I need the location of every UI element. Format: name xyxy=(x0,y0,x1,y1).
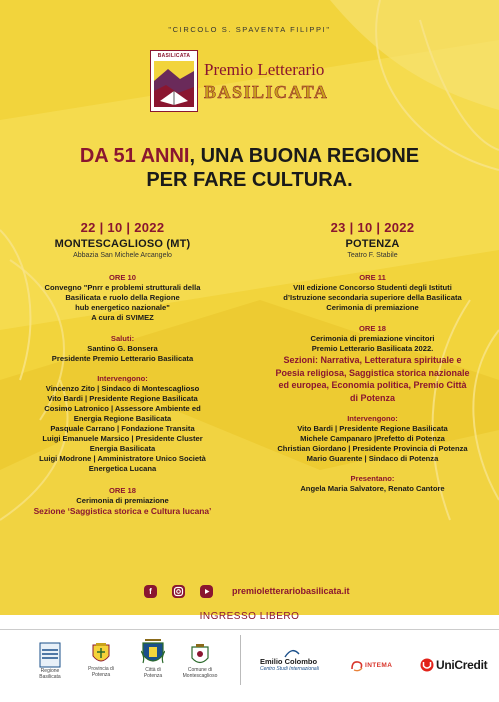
left-column xyxy=(0,220,245,518)
sezioni-line: Poesia religiosa, Saggistica storica nazionale xyxy=(275,367,470,378)
logo-emilio-colombo xyxy=(260,657,340,672)
comune-crest-icon xyxy=(191,643,209,667)
logo-emblem xyxy=(150,50,198,112)
provincia-crest-icon xyxy=(92,642,110,666)
sezioni-line: Sezioni: Narrativa, Letteratura spirituale e xyxy=(283,355,462,365)
speaker-line: Pasquale Carrano | Fondazione Transita xyxy=(50,424,195,433)
left-city: MONTESCAGLIOSO (MT) xyxy=(54,238,191,250)
logo-separator xyxy=(240,635,241,685)
left-convegno xyxy=(0,283,245,323)
intema-name: INTEMA xyxy=(365,662,393,669)
saluti-line: Presidente Premio Letterario Basilicata xyxy=(51,354,194,363)
right-column xyxy=(250,220,495,494)
headline xyxy=(0,144,499,192)
speaker-line: Christian Giordano | Presidente Provincia di Potenza xyxy=(277,444,468,453)
sezioni-line: di Potenza xyxy=(349,392,395,403)
premio-logo xyxy=(150,50,350,110)
ingresso-libero: INGRESSO LIBERO xyxy=(199,611,300,622)
sezioni-line: ed europea, Economia politica, Premio Città xyxy=(278,380,467,390)
left-place: Abbazia San Michele Arcangelo xyxy=(73,252,172,259)
right-premiazione xyxy=(250,334,495,354)
logo-title-line1: Premio Letterario xyxy=(204,60,325,79)
left-time-1: ORE 10 xyxy=(108,273,136,282)
convegno-line: Convegno "Pnrr e problemi strutturali della xyxy=(44,283,201,292)
logo-unicredit xyxy=(420,657,492,675)
speaker-line: Energia Regione Basilicata xyxy=(73,414,172,423)
speaker-line: Energetica Lucana xyxy=(88,464,157,473)
left-time-2: ORE 18 xyxy=(108,486,136,495)
headline-line2: PER FARE CULTURA. xyxy=(146,169,353,191)
right-place: Teatro F. Stabile xyxy=(347,252,398,259)
speaker-line: Mario Guarente | Sindaco di Potenza xyxy=(306,454,439,463)
footer xyxy=(0,611,499,702)
right-time-1: ORE 11 xyxy=(359,273,386,282)
premiazione-line: Cerimonia di premiazione vincitori xyxy=(310,334,435,343)
book-landscape-icon xyxy=(154,61,194,107)
convegno-line: A cura di SVIMEZ xyxy=(91,313,154,322)
speaker-line: Luigi Modrone | Amministratore Unico Società xyxy=(39,454,206,463)
emilio-colombo-mark-icon xyxy=(284,648,300,658)
logo-comune xyxy=(180,643,220,679)
emilio-colombo-subtitle: Centro Studi Internazionali xyxy=(260,666,319,672)
headline-accent: DA 51 ANNI xyxy=(79,145,190,167)
circolo-label: "CIRCOLO S. SPAVENTA FILIPPI" xyxy=(168,25,331,34)
citta-crest-icon xyxy=(141,637,165,667)
logo-caption: Regione xyxy=(40,668,60,674)
social-row xyxy=(144,585,404,599)
right-time-2: ORE 18 xyxy=(358,324,386,333)
unicredit-mark-icon xyxy=(420,658,434,672)
instagram-icon[interactable] xyxy=(172,585,185,598)
speaker-line: Vito Bardi | Presidente Regione Basilicata xyxy=(47,394,198,403)
concorso-line: VIII edizione Concorso Studenti degli Istituti xyxy=(293,283,452,292)
speaker-line: Energia Basilicata xyxy=(89,444,156,453)
convegno-line: Basilicata e ruolo della Regione xyxy=(65,293,180,302)
unicredit-name: UniCredit xyxy=(436,658,488,672)
logo-citta xyxy=(136,637,170,679)
logo-badge-text: BASILICATA xyxy=(157,53,191,59)
right-concorso xyxy=(250,283,495,313)
headline-line1 xyxy=(0,144,499,168)
emilio-colombo-name: Emilio Colombo xyxy=(260,657,318,666)
speaker-line: Michele Campanaro |Prefetto di Potenza xyxy=(300,434,445,443)
logo-caption: Potenza xyxy=(91,672,111,678)
logo-regione xyxy=(34,642,66,680)
logo-caption: Montescaglioso xyxy=(182,673,218,679)
speaker-line: Luigi Emanuele Marsico | Presidente Cluster xyxy=(42,434,203,443)
divider xyxy=(0,629,499,630)
convegno-line: hub energetico nazionale" xyxy=(75,303,170,312)
logo-intema xyxy=(350,659,410,673)
logo-caption: Basilicata xyxy=(39,674,61,680)
logo-caption: Provincia di xyxy=(88,666,114,672)
right-city: POTENZA xyxy=(345,238,400,250)
logo-provincia xyxy=(84,642,118,678)
website-link[interactable]: premioletterariobasilicata.it xyxy=(232,586,350,596)
speaker-line: Vincenzo Zito | Sindaco di Montescaglioso xyxy=(45,384,200,393)
right-present-label: Presentano: xyxy=(350,474,395,483)
left-cerimonia: Cerimonia di premiazione xyxy=(76,496,169,505)
left-interv-label: Intervengono: xyxy=(97,374,148,383)
facebook-icon[interactable]: f xyxy=(144,585,157,598)
regione-emblem-icon xyxy=(39,642,61,668)
logo-caption: Città di xyxy=(145,667,161,673)
intema-swirl-icon xyxy=(350,659,364,673)
right-interv-label: Intervengono: xyxy=(347,414,398,423)
left-saluti xyxy=(0,344,245,364)
speaker-line: Vito Bardi | Presidente Regione Basilicata xyxy=(297,424,448,433)
concorso-line: Cerimonia di premiazione xyxy=(326,303,419,312)
logo-title-line2: BASILICATA xyxy=(204,82,329,102)
logo-caption: Potenza xyxy=(143,673,163,679)
logo-caption: Comune di xyxy=(187,667,213,673)
right-intervengono xyxy=(250,424,495,464)
premiazione-line: Premio Letterario Basilicata 2022. xyxy=(311,344,434,353)
right-presentano: Angela Maria Salvatore, Renato Cantore xyxy=(300,484,445,493)
headline-rest: , UNA BUONA REGIONE xyxy=(189,145,420,167)
youtube-icon[interactable] xyxy=(200,585,213,598)
saluti-line: Santino G. Bonsera xyxy=(87,344,158,353)
left-intervengono xyxy=(0,384,245,474)
speaker-line: Cosimo Latronico | Assessore Ambiente ed xyxy=(44,404,201,413)
left-sezione: Sezione ‘Saggistica storica e Cultura lucana’ xyxy=(33,506,212,516)
left-saluti-label: Saluti: xyxy=(110,334,135,343)
right-date: 23 | 10 | 2022 xyxy=(330,220,415,235)
right-sezioni xyxy=(250,354,495,404)
left-date: 22 | 10 | 2022 xyxy=(80,220,165,235)
concorso-line: d’Istruzione secondaria superiore della Basilicata xyxy=(283,293,462,302)
